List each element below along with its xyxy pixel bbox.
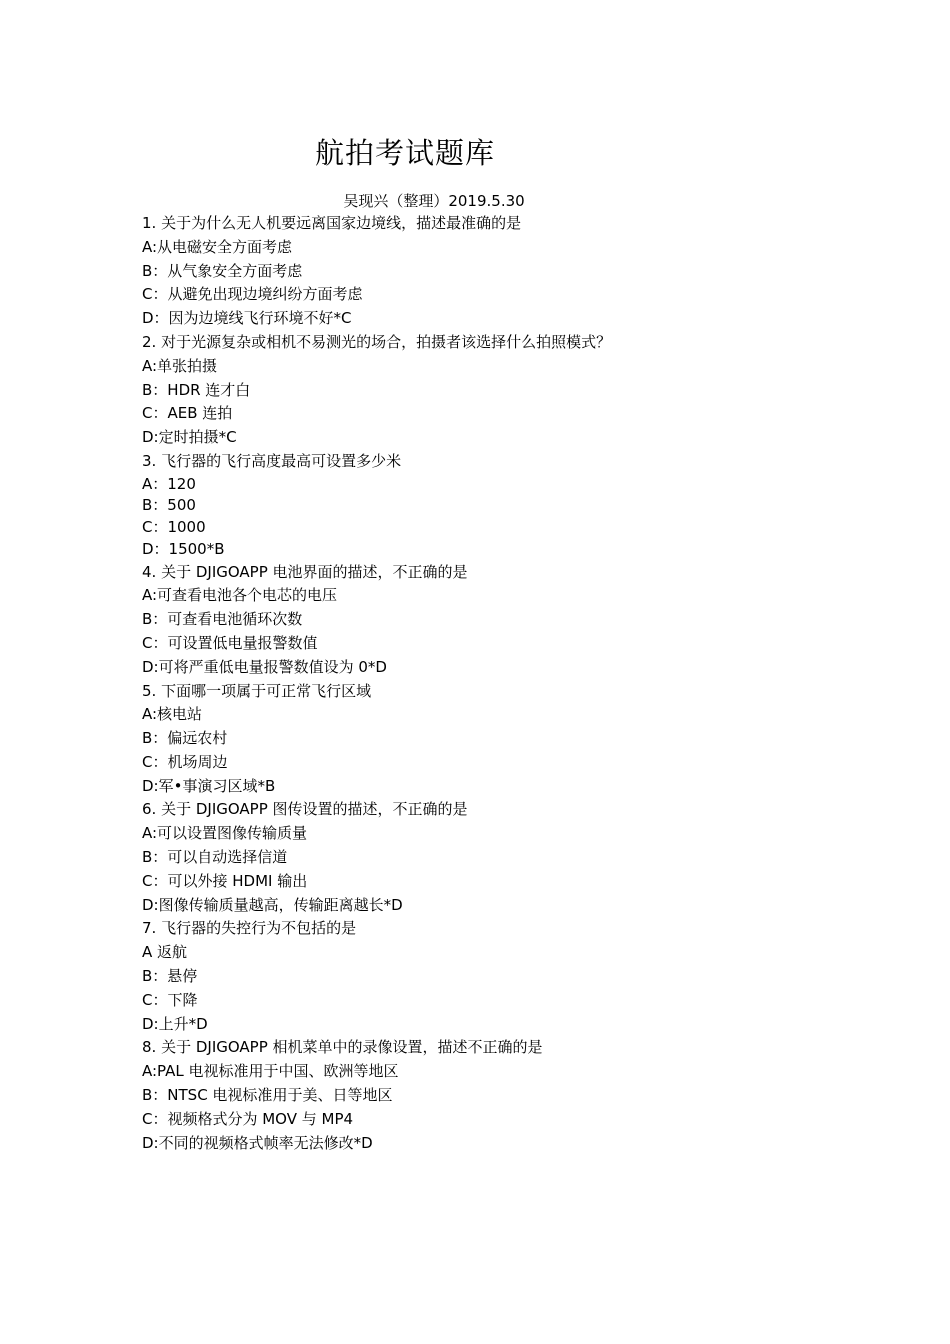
- question-4-option-b: B：可查看电池循环次数: [142, 610, 303, 629]
- question-2-option-c: C：AEB 连拍: [142, 404, 233, 423]
- question-6-option-b: B：可以自动选择信道: [142, 848, 288, 867]
- question-3-option-d: D：1500*B: [142, 539, 225, 558]
- question-8: 8. 关于 DJIGOAPP 相机菜单中的录像设置，描述不正确的是: [142, 1038, 543, 1057]
- question-1: 1. 关于为什么无人机要远离国家边境线，描述最准确的是: [142, 214, 522, 232]
- question-2-option-a: A:单张拍摄: [142, 356, 218, 375]
- question-3-option-c: C：1000: [142, 518, 206, 537]
- question-5-option-b: B：偏远农村: [142, 729, 228, 748]
- question-5-option-d: D:军•事演习区域*B: [142, 776, 276, 795]
- question-7-option-b: B：悬停: [142, 967, 198, 986]
- question-4: 4. 关于 DJIGOAPP 电池界面的描述，不正确的是: [142, 562, 468, 581]
- question-5-option-c: C：机场周边: [142, 752, 228, 771]
- document-title: 航拍考试题库: [314, 136, 495, 170]
- question-4-option-a: A:可查看电池各个电芯的电压: [142, 586, 338, 605]
- question-6-option-d: D:图像传输质量越高，传输距离越长*D: [142, 895, 403, 914]
- question-7-option-a: A 返航: [142, 943, 188, 962]
- question-5-option-a: A:核电站: [142, 705, 203, 724]
- question-3-option-b: B：500: [142, 496, 196, 515]
- question-3: 3. 飞行器的飞行高度最高可设置多少米: [142, 451, 402, 470]
- question-7: 7. 飞行器的失控行为不包括的是: [142, 919, 357, 938]
- question-5: 5. 下面哪一项属于可正常飞行区域: [142, 681, 372, 700]
- question-8-option-a: A:PAL 电视标准用于中国、欧洲等地区: [142, 1062, 399, 1081]
- question-7-option-c: C：下降: [142, 990, 198, 1009]
- question-8-option-d: D:不同的视频格式帧率无法修改*D: [142, 1133, 373, 1152]
- question-3-option-a: A：120: [142, 474, 196, 493]
- question-1-option-b: B：从气象安全方面考虑: [142, 261, 303, 280]
- question-2-option-d: D:定时拍摄*C: [142, 428, 237, 447]
- question-1-option-c: C：从避免出现边境纠纷方面考虑: [142, 285, 363, 304]
- question-2: 2. 对于光源复杂或相机不易测光的场合，拍摄者该选择什么拍照模式？: [142, 332, 612, 351]
- question-list: [142, 212, 902, 1155]
- document-subtitle: 吴现兴（整理）2019.5.30: [343, 192, 525, 210]
- question-8-option-b: B：NTSC 电视标准用于美、日等地区: [142, 1086, 393, 1105]
- question-6: 6. 关于 DJIGOAPP 图传设置的描述，不正确的是: [142, 800, 468, 819]
- question-7-option-d: D:上升*D: [142, 1014, 208, 1033]
- question-4-option-c: C：可设置低电量报警数值: [142, 633, 318, 652]
- question-1-option-d: D：因为边境线飞行环境不好*C: [142, 309, 352, 328]
- question-4-option-d: D:可将严重低电量报警数值设为 0*D: [142, 657, 387, 676]
- question-6-option-c: C：可以外接 HDMI 输出: [142, 871, 308, 890]
- question-6-option-a: A:可以设置图像传输质量: [142, 824, 308, 843]
- question-2-option-b: B：HDR 连才白: [142, 380, 251, 399]
- question-1-option-a: A:从电磁安全方面考虑: [142, 237, 293, 256]
- question-8-option-c: C：视频格式分为 MOV 与 MP4: [142, 1109, 354, 1128]
